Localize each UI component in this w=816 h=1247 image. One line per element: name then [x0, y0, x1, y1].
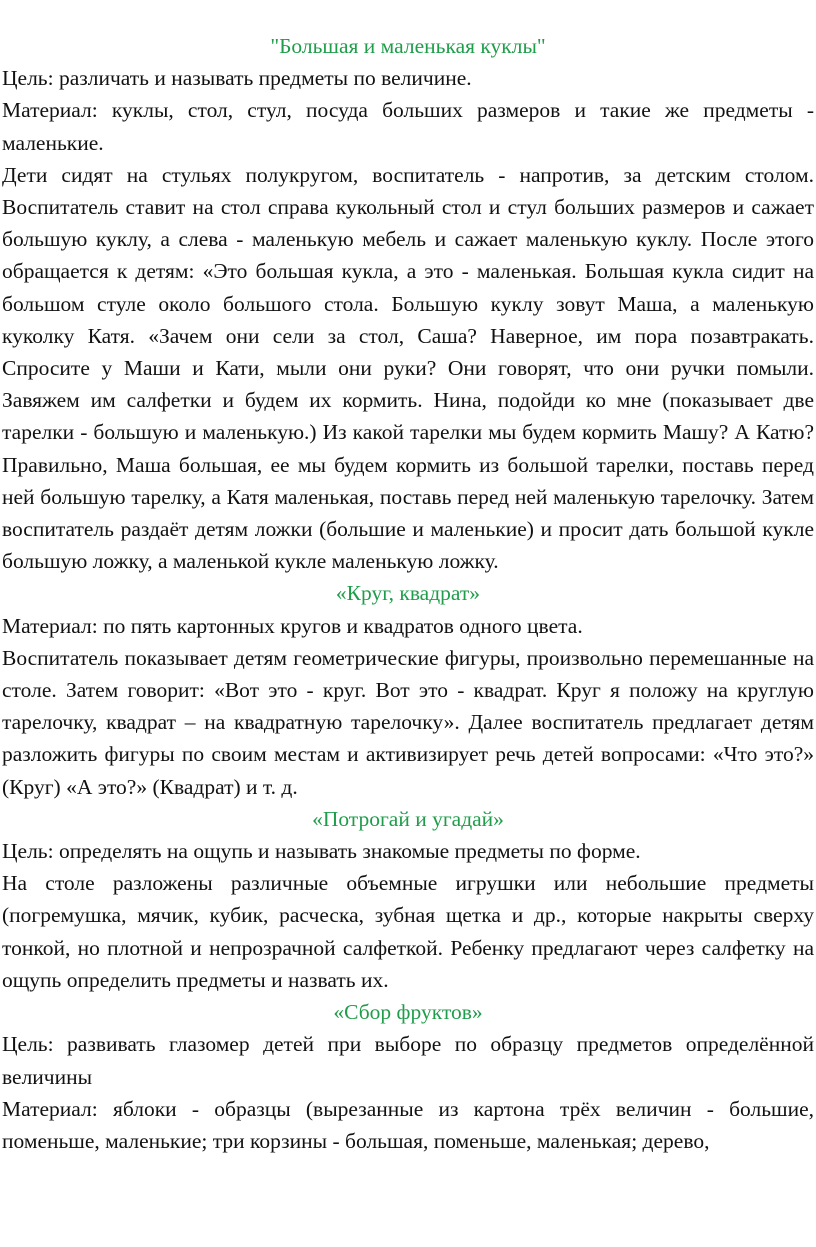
section-title: «Круг, квадрат» [335, 581, 481, 606]
section-title: «Потрогай и угадай» [312, 806, 504, 831]
description-paragraph: На столе разложены различные объемные игрушки или небольшие предметы (погремушка, мячик, кубик, расческа, зубная щетка и др., которые накрыты сверху тонкой, но плотной и непрозрачной салфеткой. Ребенку предлагают через салфетку на ощупь определить предметы и назвать их. [2, 871, 814, 992]
section-title: "Большая и маленькая куклы" [270, 34, 546, 58]
goal-paragraph: Цель: развивать глазомер детей при выборе по образцу предметов определённой величины [2, 1032, 814, 1089]
section-circle-square [2, 577, 814, 802]
material-paragraph: Материал: по пять картонных кругов и квадратов одного цвета. [2, 613, 583, 638]
material-paragraph: Материал: яблоки - образцы (вырезанные из картона трёх величин - большие, поменьше, маленькие; три корзины - большая, поменьше, маленькая; дерево, [2, 1096, 814, 1153]
section-dolls [2, 30, 814, 577]
goal-paragraph: Цель: определять на ощупь и называть знакомые предметы по форме. [2, 839, 641, 864]
goal-paragraph: Цель: различать и называть предметы по величине. [2, 66, 472, 91]
description-paragraph: Воспитатель показывает детям геометрические фигуры, произвольно перемешанные на столе. Затем говорит: «Вот это - круг. Вот это - квадрат. Круг я положу на круглую тарелочку, квадрат – на квадратную тарелочку». Далее воспитатель предлагает детям разложить фигуры по своим местам и активизирует речь детей вопросами: «Что это?» (Круг) «А это?» (Квадрат) и т. д. [2, 645, 814, 799]
section-title: «Сбор фруктов» [333, 1000, 483, 1025]
document-page [0, 30, 816, 1157]
material-paragraph: Материал: куклы, стол, стул, посуда больших размеров и такие же предметы - маленькие. [2, 98, 814, 155]
section-fruit-picking [2, 996, 814, 1157]
section-touch-and-guess [2, 803, 814, 996]
description-paragraph: Дети сидят на стульях полукругом, воспитатель - напротив, за детским столом. Воспитатель ставит на стол справа кукольный стол и стул больших размеров и сажает большую куклу, а слева - маленькую мебель и сажает маленькую куклу. После этого обращается к детям: «Это большая кукла, а это - маленькая. Большая кукла сидит на большом стуле около большого стола. Большую куклу зовут Маша, а маленькую куколку Катя. «Зачем они сели за стол, Саша? Наверное, им пора позавтракать. Спросите у Маши и Кати, мыли они руки? Они говорят, что они ручки помыли. Завяжем им салфетки и будем их кормить. Нина, подойди ко мне (показывает две тарелки - большую и маленькую.) Из какой тарелки мы будем кормить Машу? А Катю? Правильно, Маша большая, ее мы будем кормить из большой тарелки, поставь перед ней большую тарелку, а Катя маленькая, поставь перед ней маленькую тарелочку. Затем воспитатель раздаёт детям ложки (большие и маленькие) и просит дать большой кукле большую ложку, а маленькой кукле маленькую ложку. [2, 162, 814, 574]
